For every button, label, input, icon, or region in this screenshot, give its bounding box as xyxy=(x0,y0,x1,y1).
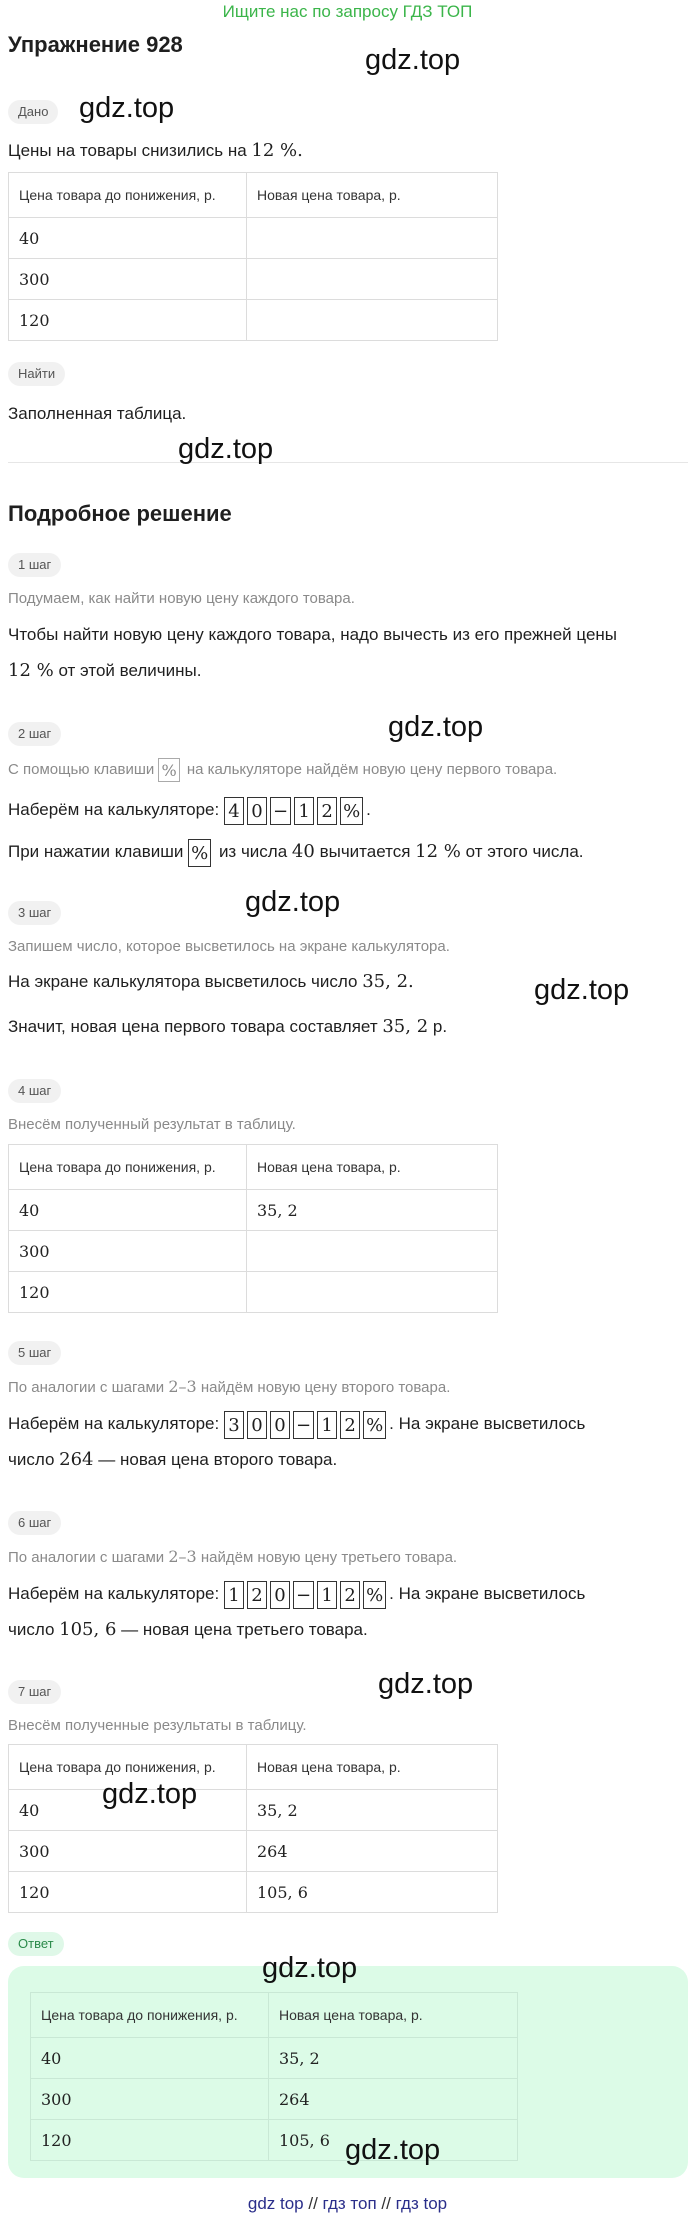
calc-key: % xyxy=(363,1581,386,1609)
step-text-part: При нажатии клавиши xyxy=(8,842,184,861)
step-badge: 4 шаг xyxy=(8,1079,61,1103)
step-text-part: вычитается xyxy=(319,842,411,861)
watermark: gdz.top xyxy=(534,974,630,1006)
table-row xyxy=(9,300,498,341)
hint-part: найдём новую цену второго товара. xyxy=(200,1379,451,1396)
table-header-row xyxy=(9,1745,498,1790)
step-hint: Подумаем, как найти новую цену каждого товара. xyxy=(8,590,355,607)
given-text xyxy=(8,139,303,163)
math-value: 40 xyxy=(291,841,315,862)
table-cell xyxy=(247,259,498,300)
table-cell: 300 xyxy=(9,259,247,300)
bottom-link[interactable]: гдз top xyxy=(395,2194,448,2213)
step-hint: Внесём полученный результат в таблицу. xyxy=(8,1116,296,1133)
step-text-part: от этой величины. xyxy=(58,661,202,680)
calc-key: 0 xyxy=(247,797,267,825)
step-text xyxy=(8,1015,447,1039)
percent-key: % xyxy=(158,758,179,782)
step-hint: Запишем число, которое высветилось на экране калькулятора. xyxy=(8,938,450,955)
table-row xyxy=(9,1231,498,1272)
calc-key: − xyxy=(293,1411,314,1439)
math-value: 2–3 xyxy=(168,1547,197,1566)
answer-table xyxy=(30,1992,518,2161)
step-hint xyxy=(8,1546,457,1569)
bottom-links xyxy=(0,2192,695,2216)
watermark: gdz.top xyxy=(262,1952,358,1984)
calc-key: 2 xyxy=(340,1411,360,1439)
table-row xyxy=(9,1272,498,1313)
step-hint xyxy=(8,1376,450,1399)
watermark: gdz.top xyxy=(365,44,461,76)
table-header-row xyxy=(31,1993,518,2038)
table-cell xyxy=(247,1231,498,1272)
step-text-part: — новая цена третьего товара. xyxy=(121,1620,368,1639)
calc-key: 2 xyxy=(317,797,337,825)
table-cell: 105, 6 xyxy=(269,2120,518,2161)
step-text xyxy=(8,1578,585,1610)
table-row xyxy=(9,1872,498,1913)
hint-part: найдём новую цену третьего товара. xyxy=(200,1549,458,1566)
calc-key: 4 xyxy=(224,797,244,825)
step-text-part: . На экране высветилось xyxy=(389,1414,586,1433)
find-text: Заполненная таблица. xyxy=(8,404,187,423)
table-cell: 120 xyxy=(9,1872,247,1913)
calc-key: 0 xyxy=(270,1581,290,1609)
step-text-part: Наберём на калькуляторе: xyxy=(8,800,220,819)
math-value: 35, 2 xyxy=(382,1016,429,1037)
step-text xyxy=(8,1618,368,1642)
calc-key: % xyxy=(363,1411,386,1439)
divider xyxy=(8,462,688,463)
table-header-row xyxy=(9,173,498,218)
step-text: Чтобы найти новую цену каждого товара, надо вычесть из его прежней цены xyxy=(8,625,618,644)
step-text-part: число xyxy=(8,1450,55,1469)
math-value: 105, 6 xyxy=(59,1619,117,1640)
table-header: Новая цена товара, р. xyxy=(247,173,498,218)
watermark: gdz.top xyxy=(378,1668,474,1700)
step-text-part: На экране калькулятора высветилось число xyxy=(8,972,358,991)
table-row xyxy=(9,1831,498,1872)
math-value: 264 xyxy=(59,1449,94,1470)
table-cell: 120 xyxy=(9,300,247,341)
step7-table xyxy=(8,1744,498,1913)
step4-table xyxy=(8,1144,498,1313)
given-text-value: 12 %. xyxy=(251,140,303,161)
step-text-part: Наберём на калькуляторе: xyxy=(8,1414,220,1433)
step-text xyxy=(8,970,414,994)
table-cell: 264 xyxy=(247,1831,498,1872)
calc-key: 1 xyxy=(294,797,314,825)
table-cell: 300 xyxy=(9,1231,247,1272)
table-header: Новая цена товара, р. xyxy=(247,1145,498,1190)
table-cell: 35, 2 xyxy=(247,1190,498,1231)
hint-part: на калькуляторе найдём новую цену первого товара. xyxy=(186,760,558,778)
math-value: 12 % xyxy=(415,841,461,862)
calc-key: − xyxy=(270,797,291,825)
step-text xyxy=(8,1448,337,1472)
calc-key: 1 xyxy=(317,1581,337,1609)
watermark: gdz.top xyxy=(79,92,175,124)
step-text-part: . На экране высветилось xyxy=(389,1584,586,1603)
step-badge: 6 шаг xyxy=(8,1511,61,1535)
given-text-prefix: Цены на товары снизились на xyxy=(8,141,247,160)
given-table xyxy=(8,172,498,341)
step-text-part: р. xyxy=(432,1017,448,1036)
answer-badge: Ответ xyxy=(8,1932,64,1956)
table-header: Цена товара до понижения, р. xyxy=(9,1145,247,1190)
bottom-link[interactable]: gdz top xyxy=(247,2194,304,2213)
calc-key: 2 xyxy=(340,1581,360,1609)
table-header: Новая цена товара, р. xyxy=(269,1993,518,2038)
table-cell xyxy=(247,1272,498,1313)
link-separator: // xyxy=(381,2194,391,2213)
hint-part: С помощью клавиши xyxy=(8,760,155,778)
calc-key: 1 xyxy=(317,1411,337,1439)
table-cell: 120 xyxy=(31,2120,269,2161)
calc-key: − xyxy=(293,1581,314,1609)
step-hint xyxy=(8,758,557,782)
step-text-part: Значит, новая цена первого товара составляет xyxy=(8,1017,378,1036)
watermark: gdz.top xyxy=(388,711,484,743)
step-badge: 7 шаг xyxy=(8,1680,61,1704)
table-cell xyxy=(247,300,498,341)
calc-key: 0 xyxy=(270,1411,290,1439)
table-cell: 40 xyxy=(9,1790,247,1831)
page-title: Упражнение 928 xyxy=(8,32,183,57)
table-cell: 35, 2 xyxy=(269,2038,518,2079)
step-text-part: — новая цена второго товара. xyxy=(98,1450,338,1469)
link-separator: // xyxy=(308,2194,318,2213)
calc-key: 3 xyxy=(224,1411,244,1439)
step-text-part: из числа xyxy=(218,842,288,861)
step-badge: 3 шаг xyxy=(8,901,61,925)
watermark: gdz.top xyxy=(102,1778,198,1810)
hint-part: По аналогии с шагами xyxy=(8,1549,165,1566)
table-cell: 264 xyxy=(269,2079,518,2120)
table-row xyxy=(9,1190,498,1231)
math-value: 2–3 xyxy=(168,1377,197,1396)
table-cell xyxy=(247,218,498,259)
hint-part: По аналогии с шагами xyxy=(8,1379,165,1396)
table-cell: 300 xyxy=(31,2079,269,2120)
table-row xyxy=(31,2120,518,2161)
table-row xyxy=(9,259,498,300)
table-header: Цена товара до понижения, р. xyxy=(31,1993,269,2038)
calc-key: 1 xyxy=(224,1581,244,1609)
math-value: 12 % xyxy=(8,660,54,681)
step-hint: Внесём полученные результаты в таблицу. xyxy=(8,1717,307,1734)
watermark: gdz.top xyxy=(245,886,341,918)
table-cell: 40 xyxy=(31,2038,269,2079)
solution-title: Подробное решение xyxy=(8,501,232,526)
table-header-row xyxy=(9,1145,498,1190)
table-cell: 35, 2 xyxy=(247,1790,498,1831)
step-text xyxy=(8,659,201,683)
table-row xyxy=(9,1790,498,1831)
table-cell: 300 xyxy=(9,1831,247,1872)
step-text-part: число xyxy=(8,1620,55,1639)
step-text-part: Наберём на калькуляторе: xyxy=(8,1584,220,1603)
percent-key: % xyxy=(188,839,211,867)
top-search-link[interactable]: Ищите нас по запросу ГДЗ ТОП xyxy=(222,2,473,21)
math-value: 35, 2. xyxy=(362,971,414,992)
table-cell: 40 xyxy=(9,1190,247,1231)
calc-key: 2 xyxy=(247,1581,267,1609)
find-badge: Найти xyxy=(8,362,65,386)
step-badge: 5 шаг xyxy=(8,1341,61,1365)
table-header: Цена товара до понижения, р. xyxy=(9,1745,247,1790)
step-text xyxy=(8,1408,585,1440)
table-header: Новая цена товара, р. xyxy=(247,1745,498,1790)
table-row xyxy=(31,2038,518,2079)
given-badge: Дано xyxy=(8,100,58,124)
table-cell: 105, 6 xyxy=(247,1872,498,1913)
calc-key: % xyxy=(340,797,363,825)
step-badge: 2 шаг xyxy=(8,722,61,746)
step-text: Наберём на калькуляторе: 4 0 − 1 2 % . xyxy=(8,794,371,826)
step-text-part: от этого числа. xyxy=(465,842,584,861)
table-row xyxy=(31,2079,518,2120)
table-cell: 40 xyxy=(9,218,247,259)
watermark: gdz.top xyxy=(345,2134,441,2166)
table-row xyxy=(9,218,498,259)
step-text xyxy=(8,836,584,868)
table-cell: 120 xyxy=(9,1272,247,1313)
table-header: Цена товара до понижения, р. xyxy=(9,173,247,218)
bottom-link[interactable]: гдз топ xyxy=(322,2194,377,2213)
step-badge: 1 шаг xyxy=(8,553,61,577)
watermark: gdz.top xyxy=(178,433,274,465)
calc-key: 0 xyxy=(247,1411,267,1439)
